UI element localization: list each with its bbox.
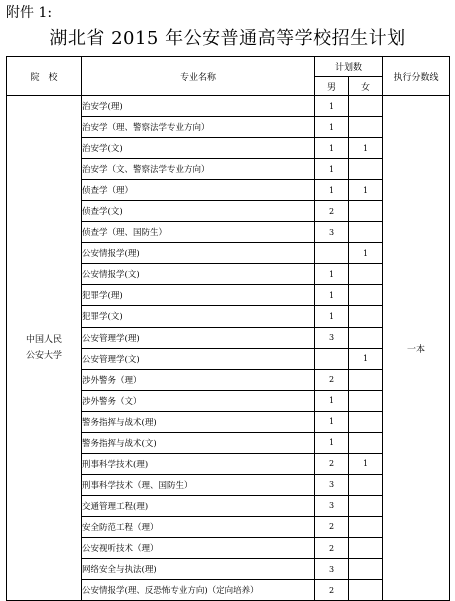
- header-male: 男: [315, 77, 349, 96]
- college-name-line2: 公安大学: [25, 351, 62, 362]
- college-name-line1: 中国人民: [25, 335, 62, 346]
- male-count-cell: [315, 348, 349, 369]
- female-count-cell: [349, 327, 383, 348]
- male-count-cell: 1: [315, 138, 349, 159]
- major-name-cell: 公安管理学(理): [82, 327, 315, 348]
- major-name-cell: 警务指挥与战术(理): [82, 411, 315, 432]
- page-title: 湖北省 2015 年公安普通高等学校招生计划: [49, 28, 406, 49]
- male-count-cell: 3: [315, 495, 349, 516]
- major-name-cell: 犯罪学(理): [82, 285, 315, 306]
- male-count-cell: 2: [315, 201, 349, 222]
- female-count-cell: [349, 516, 383, 537]
- college-cell: [7, 96, 82, 601]
- major-name-cell: 公安视听技术（理）: [82, 537, 315, 558]
- male-count-cell: 3: [315, 559, 349, 580]
- female-count-cell: [349, 159, 383, 180]
- major-name-cell: 公安情报学(文): [82, 264, 315, 285]
- major-name-cell: 交通管理工程(理): [82, 495, 315, 516]
- female-count-cell: [349, 117, 383, 138]
- male-count-cell: 2: [315, 369, 349, 390]
- male-count-cell: 3: [315, 222, 349, 243]
- female-count-cell: [349, 285, 383, 306]
- major-name-cell: 涉外警务（理）: [82, 369, 315, 390]
- major-name-cell: 治安学(理): [82, 96, 315, 117]
- header-female: 女: [349, 77, 383, 96]
- major-name-cell: 刑事科学技术（理、国防生）: [82, 474, 315, 495]
- male-count-cell: 1: [315, 306, 349, 327]
- female-count-cell: [349, 306, 383, 327]
- major-name-cell: 治安学（文、警察法学专业方向）: [82, 159, 315, 180]
- male-count-cell: 1: [315, 96, 349, 117]
- table-body: [7, 96, 450, 601]
- male-count-cell: 1: [315, 411, 349, 432]
- male-count-cell: 1: [315, 117, 349, 138]
- enrollment-plan-table: [6, 56, 450, 601]
- major-name-cell: 犯罪学(文): [82, 306, 315, 327]
- major-name-cell: 侦查学(文): [82, 201, 315, 222]
- major-name-cell: 治安学（理、警察法学专业方向）: [82, 117, 315, 138]
- major-name-cell: 公安情报学(理): [82, 243, 315, 264]
- header-college: 院 校: [7, 57, 82, 96]
- female-count-cell: 1: [349, 348, 383, 369]
- female-count-cell: 1: [349, 453, 383, 474]
- male-count-cell: 2: [315, 453, 349, 474]
- female-count-cell: [349, 96, 383, 117]
- header-score: 执行分数线: [383, 57, 450, 96]
- male-count-cell: 1: [315, 390, 349, 411]
- male-count-cell: 3: [315, 474, 349, 495]
- major-name-cell: 网络安全与执法(理): [82, 559, 315, 580]
- male-count-cell: 1: [315, 285, 349, 306]
- female-count-cell: [349, 474, 383, 495]
- major-name-cell: 侦查学（理、国防生）: [82, 222, 315, 243]
- male-count-cell: 2: [315, 537, 349, 558]
- female-count-cell: [349, 580, 383, 601]
- major-name-cell: 侦查学（理）: [82, 180, 315, 201]
- male-count-cell: 2: [315, 580, 349, 601]
- male-count-cell: 1: [315, 432, 349, 453]
- male-count-cell: [315, 243, 349, 264]
- male-count-cell: 2: [315, 516, 349, 537]
- attachment-label: 附件 1:: [6, 5, 53, 21]
- male-count-cell: 1: [315, 180, 349, 201]
- major-name-cell: 公安情报学(理、反恐怖专业方向)（定向培养）: [82, 580, 315, 601]
- female-count-cell: 1: [349, 243, 383, 264]
- female-count-cell: [349, 369, 383, 390]
- major-name-cell: 涉外警务（文）: [82, 390, 315, 411]
- female-count-cell: [349, 264, 383, 285]
- female-count-cell: [349, 201, 383, 222]
- female-count-cell: [349, 495, 383, 516]
- female-count-cell: [349, 411, 383, 432]
- major-name-cell: 公安管理学(文): [82, 348, 315, 369]
- major-name-cell: 警务指挥与战术(文): [82, 432, 315, 453]
- male-count-cell: 3: [315, 327, 349, 348]
- major-name-cell: 安全防范工程（理）: [82, 516, 315, 537]
- table-row: [7, 96, 450, 117]
- major-name-cell: 刑事科学技术(理): [82, 453, 315, 474]
- female-count-cell: 1: [349, 180, 383, 201]
- male-count-cell: 1: [315, 159, 349, 180]
- female-count-cell: [349, 559, 383, 580]
- female-count-cell: [349, 537, 383, 558]
- female-count-cell: [349, 222, 383, 243]
- female-count-cell: 1: [349, 138, 383, 159]
- header-major: 专业名称: [82, 57, 315, 96]
- male-count-cell: 1: [315, 264, 349, 285]
- major-name-cell: 治安学(文): [82, 138, 315, 159]
- score-line-cell: 一本: [383, 96, 450, 601]
- header-plan: 计划数: [315, 57, 383, 77]
- female-count-cell: [349, 390, 383, 411]
- female-count-cell: [349, 432, 383, 453]
